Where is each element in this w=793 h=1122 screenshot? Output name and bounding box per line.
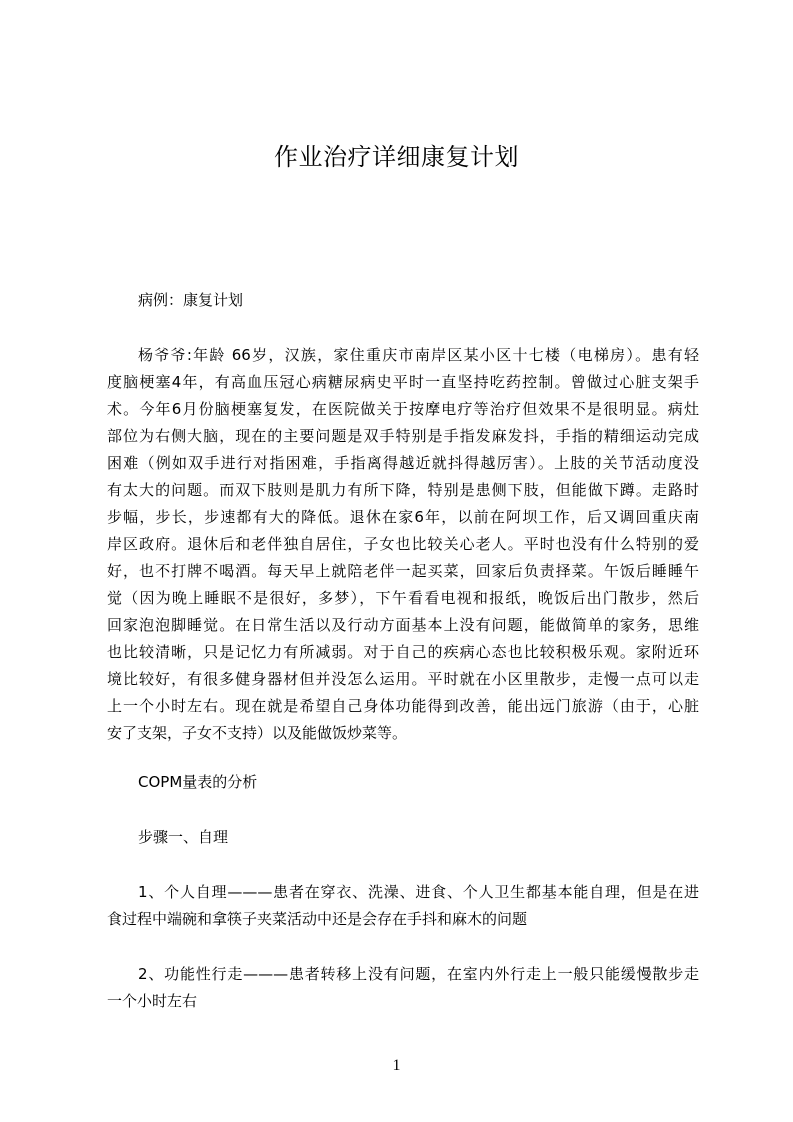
page-number: 1 (392, 1057, 401, 1074)
paragraph-line: 觉（因为晚上睡眠不是很好，多梦），下午看看电视和报纸，晚饭后出门散步，然后 (107, 589, 699, 607)
paragraph-line: 步幅，步长，步速都有大的降低。退休在家6年，以前在阿坝工作，后又调回重庆南 (107, 508, 699, 526)
item-line: 食过程中端碗和拿筷子夹菜活动中还是会存在手抖和麻木的问题 (107, 910, 528, 928)
paragraph-line: 好，也不打牌不喝酒。每天早上就陪老伴一起买菜，回家后负责择菜。午饭后睡睡午 (107, 562, 699, 580)
item-line: 1、个人自理———患者在穿衣、洗澡、进食、个人卫生都基本能自理，但是在进 (138, 883, 699, 901)
item-line: 2、功能性行走———患者转移上没有问题，在室内外行走上一般只能缓慢散步走 (138, 965, 699, 983)
paragraph-line: 有太大的问题。而双下肢则是肌力有所下降，特别是患侧下肢，但能做下蹲。走路时 (107, 481, 699, 499)
paragraph-line: 术。今年6月份脑梗塞复发，在医院做关于按摩电疗等治疗但效果不是很明显。病灶 (107, 400, 699, 418)
paragraph-line: 回家泡泡脚睡觉。在日常生活以及行动方面基本上没有问题，能做简单的家务，思维 (107, 616, 699, 634)
paragraph-line: 度脑梗塞4年，有高血压冠心病糖尿病史平时一直坚持吃药控制。曾做过心脏支架手 (107, 373, 699, 391)
paragraph-line: 岸区政府。退休后和老伴独自居住，子女也比较关心老人。平时也没有什么特别的爱 (107, 535, 699, 553)
copm-heading: COPM量表的分析 (138, 773, 258, 791)
paragraph-line: 也比较清晰，只是记忆力有所减弱。对于自己的疾病心态也比较积极乐观。家附近环 (107, 643, 699, 661)
item-line: 一个小时左右 (107, 992, 198, 1010)
paragraph-line: 杨爷爷:年龄 66岁，汉族，家住重庆市南岸区某小区十七楼（电梯房）。患有轻 (138, 346, 699, 364)
paragraph-line: 安了支架，子女不支持）以及能做饭炒菜等。 (107, 724, 408, 742)
paragraph-line: 部位为右侧大脑，现在的主要问题是双手特别是手指发麻发抖，手指的精细运动完成 (107, 427, 699, 445)
document-title: 作业治疗详细康复计划 (274, 143, 519, 171)
paragraph-line: 境比较好，有很多健身器材但并没怎么运用。平时就在小区里散步，走慢一点可以走 (107, 670, 699, 688)
step-one-heading: 步骤一、自理 (138, 828, 229, 846)
paragraph-line: 上一个小时左右。现在就是希望自己身体功能得到改善，能出远门旅游（由于，心脏 (107, 697, 699, 715)
paragraph-line: 困难（例如双手进行对指困难，手指离得越近就抖得越厉害）。上肢的关节活动度没 (107, 454, 699, 472)
case-heading: 病例：康复计划 (138, 291, 244, 309)
